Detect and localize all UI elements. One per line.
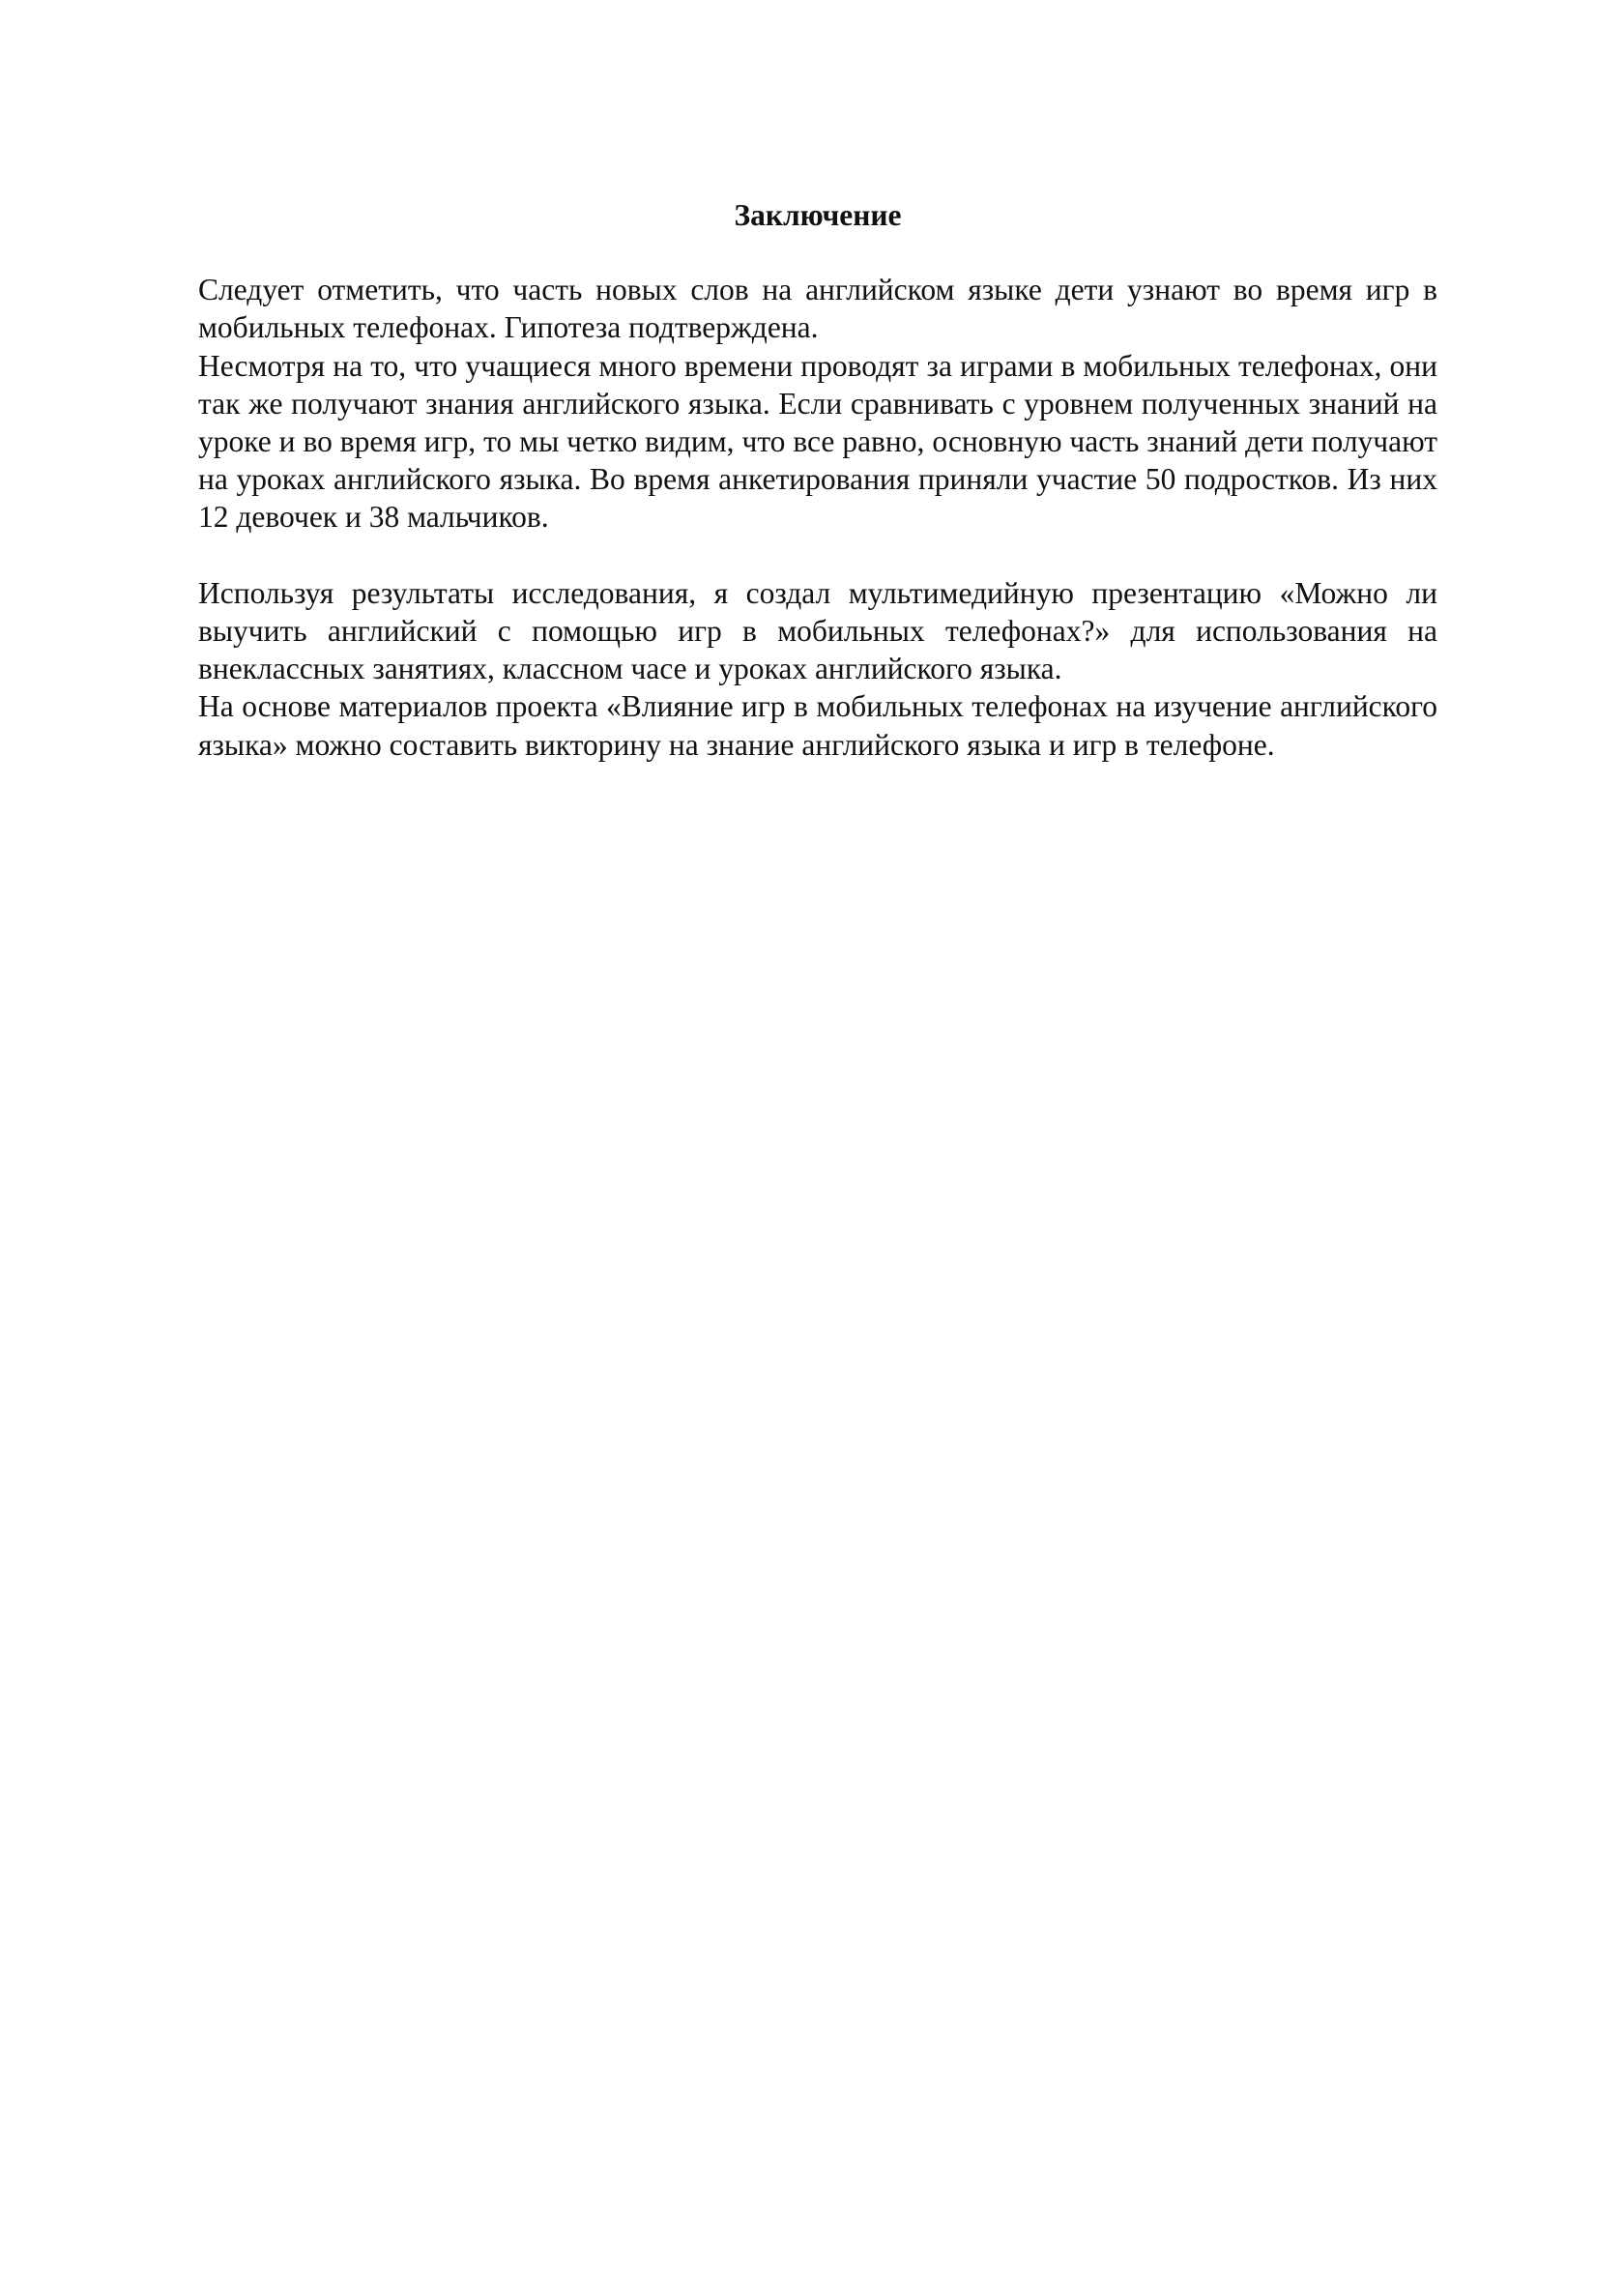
paragraph-quiz: На основе материалов проекта «Влияние игр в мобильных телефонах на изучение английского языка» можно составить викторину на знание английского языка и игр в телефоне.: [198, 689, 1437, 762]
paragraph-findings: Несмотря на то, что учащиеся много времени проводят за играми в мобильных телефонах, они так же получают знания английского языка. Если сравнивать с уровнем полученных знаний на уроке и во время игр, то мы четко видим, что все равно, основную часть знаний дети получают на уроках английского языка. Во время анкетирования приняли участие 50 подростков. Из них 12 девочек и 38 мальчиков.: [198, 348, 1437, 535]
paragraph-hypothesis: Следует отметить, что часть новых слов на английском языке дети узнают во время игр в мобильных телефонах. Гипотеза подтверждена.: [198, 273, 1437, 345]
paragraph-presentation: Используя результаты исследования, я создал мультимедийную презентацию «Можно ли выучить английский с помощью игр в мобильных телефонах?» для использования на внеклассных занятиях, классном часе и уроках английского языка.: [198, 575, 1437, 686]
document-title: Заключение: [734, 198, 902, 232]
document-content: [198, 196, 1437, 764]
paragraph-spacer: [198, 537, 1437, 574]
